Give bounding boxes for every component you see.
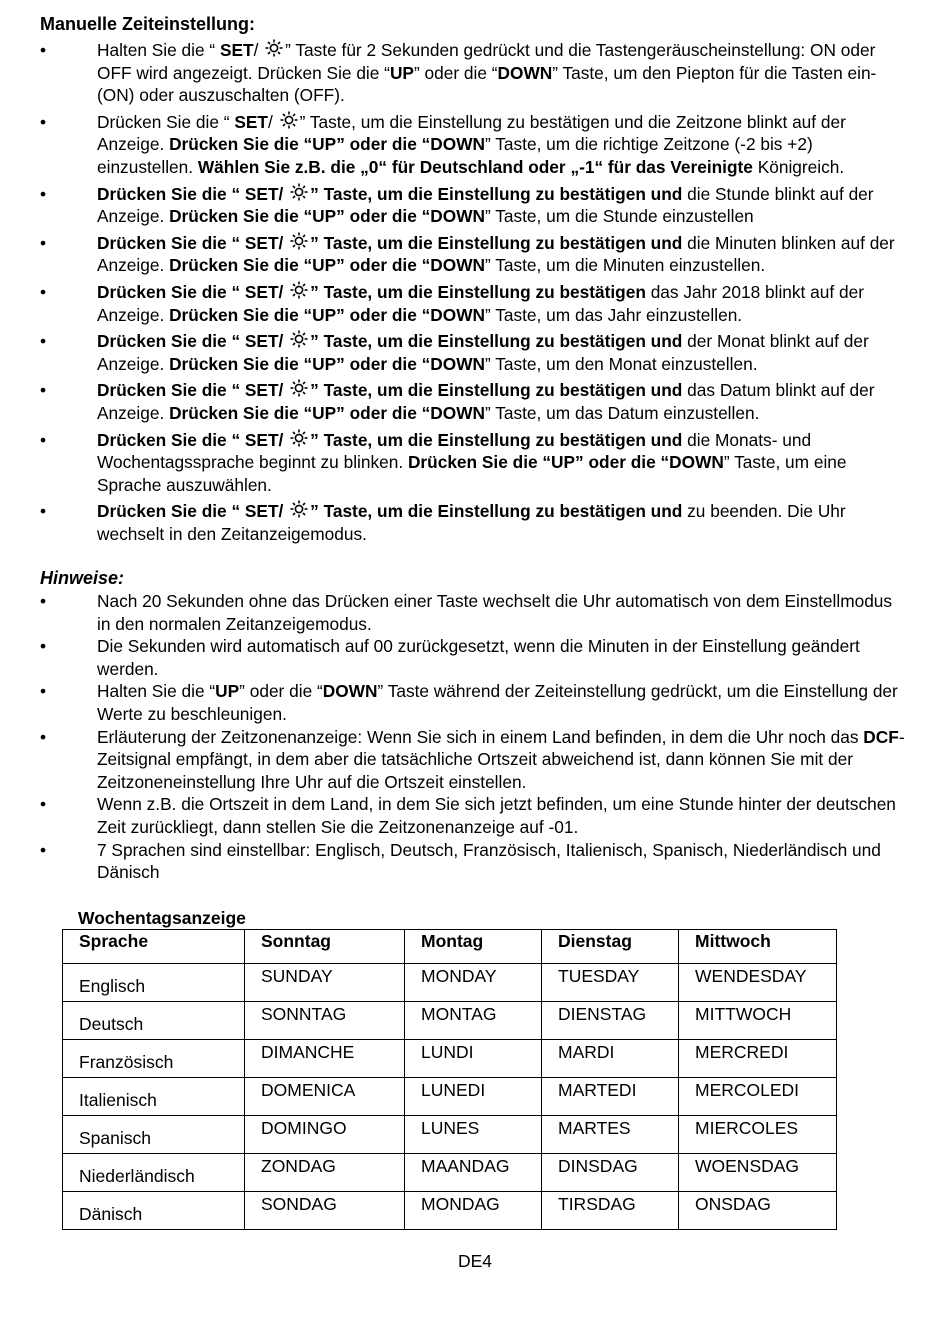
text-run: ” Taste, um den Monat einzustellen. bbox=[485, 353, 758, 374]
note-item bbox=[40, 635, 910, 680]
bullet-marker: • bbox=[40, 726, 47, 747]
table-row bbox=[63, 1192, 837, 1230]
weekday-cell: TUESDAY bbox=[542, 964, 679, 1002]
bullet-marker: • bbox=[40, 40, 47, 60]
language-cell: Italienisch bbox=[63, 1078, 245, 1116]
weekday-cell: SUNDAY bbox=[245, 964, 405, 1002]
text-run: die Minuten blinken auf der Anzeige. bbox=[97, 232, 895, 276]
text-run: die Stunde blinkt auf der Anzeige. bbox=[97, 183, 874, 227]
step-item bbox=[40, 429, 910, 497]
text-run: Drücken Sie die “ bbox=[169, 134, 313, 155]
language-cell: Deutsch bbox=[63, 1002, 245, 1040]
weekday-cell: MARTES bbox=[542, 1116, 679, 1154]
sun-icon bbox=[265, 39, 283, 57]
weekday-cell: MARTEDI bbox=[542, 1078, 679, 1116]
text-run: das Datum blinkt auf der Anzeige. bbox=[97, 380, 875, 423]
text-run: ” Taste, um die Einstellung zu bestätigen und bbox=[310, 232, 683, 253]
table-title: Wochentagsanzeige bbox=[78, 908, 246, 928]
weekday-cell: DOMINGO bbox=[245, 1116, 405, 1154]
weekday-table bbox=[62, 929, 837, 1230]
bullet-marker: • bbox=[40, 380, 47, 401]
weekday-cell: MONDAY bbox=[405, 964, 542, 1002]
sun-icon bbox=[280, 111, 298, 129]
sun-icon bbox=[290, 232, 308, 250]
weekday-cell: MAANDAG bbox=[405, 1154, 542, 1192]
text-run: SET bbox=[234, 111, 268, 132]
sun-icon bbox=[290, 330, 308, 348]
text-run: ” oder die “ bbox=[336, 134, 431, 155]
notes-heading: Hinweise: bbox=[40, 568, 125, 588]
text-run: / bbox=[253, 40, 264, 60]
weekday-cell: DOMENICA bbox=[245, 1078, 405, 1116]
weekday-cell: SONDAG bbox=[245, 1192, 405, 1230]
text-run: DOWN bbox=[322, 681, 378, 702]
bullet-marker: • bbox=[40, 232, 47, 253]
bullet-marker: • bbox=[40, 591, 47, 611]
column-header: Sonntag bbox=[245, 930, 405, 964]
weekday-cell: SONNTAG bbox=[245, 1002, 405, 1040]
text-run: Halten Sie die “ bbox=[97, 40, 220, 60]
note-item bbox=[40, 839, 910, 884]
weekday-cell: WOENSDAG bbox=[679, 1154, 837, 1192]
weekday-cell: MONTAG bbox=[405, 1002, 542, 1040]
note-item bbox=[40, 680, 910, 725]
bullet-marker: • bbox=[40, 111, 47, 132]
language-cell: Englisch bbox=[63, 964, 245, 1002]
weekday-cell: DIENSTAG bbox=[542, 1002, 679, 1040]
text-run: UP bbox=[389, 62, 414, 83]
table-row bbox=[63, 1154, 837, 1192]
bullet-marker: • bbox=[40, 429, 47, 450]
text-run: ” Taste, um die Einstellung zu bestätigen und die Zeitzone blinkt auf der Anzeige. bbox=[97, 111, 846, 155]
steps-list bbox=[40, 39, 910, 549]
bullet-marker: • bbox=[40, 681, 47, 702]
text-run: Drücken Sie die “UP” oder die “DOWN bbox=[169, 304, 485, 325]
step-item bbox=[40, 330, 910, 375]
text-run: ” Taste, um die Einstellung zu bestätigen bbox=[310, 281, 646, 302]
text-run: Nach 20 Sekunden ohne das Drücken einer Taste wechselt die Uhr automatisch von dem Einstellmodus in den normalen Zeitanzeigemodus. bbox=[97, 591, 893, 634]
weekday-cell: TIRSDAG bbox=[542, 1192, 679, 1230]
text-run: Drücken Sie die “ SET/ bbox=[97, 281, 289, 302]
step-item bbox=[40, 379, 910, 424]
text-run: Königreich. bbox=[752, 156, 845, 177]
text-run: Drücken Sie die “ SET/ bbox=[97, 232, 289, 253]
sun-icon bbox=[290, 500, 308, 518]
language-cell: Französisch bbox=[63, 1040, 245, 1078]
text-run: ” Taste, um die Einstellung zu bestätigen und bbox=[310, 380, 683, 401]
table-row bbox=[63, 1078, 837, 1116]
text-run: -Zeitsignal empfängt, in dem aber die tatsächliche Ortszeit abweichend ist, dann können Sie mit der Zeitzoneneinstellung Ihre Uhr auf die Ortszeit einstellen. bbox=[97, 726, 905, 792]
table-body bbox=[63, 964, 837, 1230]
step-item bbox=[40, 111, 910, 179]
text-run: ” Taste, um die richtige Zeitzone (-2 bis +2) einzustellen. bbox=[97, 134, 813, 177]
weekday-cell: ONSDAG bbox=[679, 1192, 837, 1230]
bullet-marker: • bbox=[40, 636, 47, 657]
text-run: Drücken Sie die “UP” oder die “DOWN bbox=[169, 353, 485, 374]
text-run: Drücken Sie die “ SET/ bbox=[97, 501, 289, 522]
text-run: Drücken Sie die “ SET/ bbox=[97, 183, 289, 204]
sun-icon bbox=[290, 429, 308, 447]
text-run: / bbox=[267, 111, 278, 132]
text-run: ” Taste während der Zeiteinstellung gedrückt, um die Einstellung der Werte zu beschleunigen. bbox=[97, 681, 898, 724]
weekday-cell: MONDAG bbox=[405, 1192, 542, 1230]
text-run: ” Taste für 2 Sekunden gedrückt und die Tastengeräuscheinstellung: ON oder OFF wird angezeigt. Drücken Sie die “ bbox=[97, 40, 876, 83]
text-run: Wählen Sie z.B. die „0“ für Deutschland oder „-1“ für das Vereinigte bbox=[197, 156, 753, 177]
step-item bbox=[40, 281, 910, 326]
text-run: UP bbox=[312, 134, 337, 155]
table-row bbox=[63, 1002, 837, 1040]
weekday-cell: MIERCOLES bbox=[679, 1116, 837, 1154]
language-cell: Dänisch bbox=[63, 1192, 245, 1230]
bullet-marker: • bbox=[40, 794, 47, 815]
column-header: Mittwoch bbox=[679, 930, 837, 964]
text-run: 7 Sprachen sind einstellbar: Englisch, Deutsch, Französisch, Italienisch, Spanisch, Niederländisch und Dänisch bbox=[97, 839, 881, 883]
text-run: DCF bbox=[863, 726, 899, 747]
text-run: ” Taste, um die Einstellung zu bestätigen und bbox=[310, 501, 683, 522]
text-run: Die Sekunden wird automatisch auf 00 zurückgesetzt, wenn die Minuten in der Einstellung geändert werden. bbox=[97, 636, 860, 679]
table-row bbox=[63, 1116, 837, 1154]
section-heading: Manuelle Zeiteinstellung: bbox=[40, 14, 256, 34]
sun-icon bbox=[290, 281, 308, 299]
weekday-cell: MERCOLEDI bbox=[679, 1078, 837, 1116]
step-item bbox=[40, 39, 910, 107]
weekday-cell: MERCREDI bbox=[679, 1040, 837, 1078]
text-run: UP bbox=[215, 681, 240, 702]
table-row bbox=[63, 964, 837, 1002]
text-run: ” Taste, um den Piepton für die Tasten ein- (ON) oder auszuschalten (OFF). bbox=[97, 62, 877, 106]
text-run: ” Taste, um das Jahr einzustellen. bbox=[485, 304, 743, 325]
text-run: Drücken Sie die “UP” oder die “DOWN bbox=[407, 452, 724, 473]
text-run: Erläuterung der Zeitzonenanzeige: Wenn Sie sich in einem Land befinden, in dem die Uhr noch das bbox=[97, 726, 864, 747]
language-cell: Spanisch bbox=[63, 1116, 245, 1154]
table-header-row bbox=[63, 930, 837, 964]
text-run: ” Taste, um die Einstellung zu bestätigen und bbox=[310, 429, 683, 450]
text-run: der Monat blinkt auf der Anzeige. bbox=[97, 331, 869, 374]
sun-icon bbox=[290, 379, 308, 397]
text-run: ” Taste, um das Datum einzustellen. bbox=[485, 402, 760, 423]
column-header: Dienstag bbox=[542, 930, 679, 964]
note-item bbox=[40, 726, 910, 794]
text-run: zu beenden. Die Uhr wechselt in den Zeitanzeigemodus. bbox=[97, 501, 846, 544]
weekday-cell: LUNEDI bbox=[405, 1078, 542, 1116]
weekday-cell: ZONDAG bbox=[245, 1154, 405, 1192]
weekday-cell: LUNES bbox=[405, 1116, 542, 1154]
language-cell: Niederländisch bbox=[63, 1154, 245, 1192]
sun-icon bbox=[290, 183, 308, 201]
bullet-marker: • bbox=[40, 839, 47, 860]
text-run: Halten Sie die “ bbox=[97, 681, 216, 702]
text-run: Drücken Sie die “UP” oder die “DOWN bbox=[169, 402, 485, 423]
weekday-cell: WENDESDAY bbox=[679, 964, 837, 1002]
text-run: die Monats- und Wochentagssprache beginnt zu blinken. bbox=[97, 429, 812, 473]
bullet-marker: • bbox=[40, 501, 47, 522]
note-item bbox=[40, 590, 910, 635]
text-run: Drücken Sie die “UP” oder die “DOWN bbox=[169, 206, 485, 227]
weekday-cell: MARDI bbox=[542, 1040, 679, 1078]
text-run: das Jahr 2018 blinkt auf der Anzeige. bbox=[97, 281, 864, 325]
text-run: Drücken Sie die “ SET/ bbox=[97, 380, 289, 401]
text-run: ” oder die “ bbox=[413, 62, 498, 83]
step-item bbox=[40, 232, 910, 277]
text-run: SET bbox=[219, 40, 254, 60]
bullet-marker: • bbox=[40, 281, 47, 302]
weekday-cell: LUNDI bbox=[405, 1040, 542, 1078]
text-run: ” Taste, um die Stunde einzustellen bbox=[485, 206, 754, 227]
step-item bbox=[40, 183, 910, 228]
table-row bbox=[63, 1040, 837, 1078]
text-run: ” Taste, um die Minuten einzustellen. bbox=[485, 255, 766, 276]
bullet-marker: • bbox=[40, 331, 47, 352]
text-run: Wenn z.B. die Ortszeit in dem Land, in dem Sie sich jetzt befinden, um eine Stunde hinter der deutschen Zeit zurückliegt, dann stellen Sie die Zeitzonenanzeige auf -01. bbox=[97, 794, 896, 837]
text-run: ” Taste, um die Einstellung zu bestätigen und bbox=[310, 331, 683, 352]
weekday-cell: MITTWOCH bbox=[679, 1002, 837, 1040]
text-run: ” oder die “ bbox=[239, 681, 323, 702]
step-item bbox=[40, 500, 910, 545]
text-run: ” Taste, um eine Sprache auszuwählen. bbox=[97, 452, 847, 495]
text-run: DOWN bbox=[497, 62, 553, 83]
weekday-cell: DINSDAG bbox=[542, 1154, 679, 1192]
column-header: Montag bbox=[405, 930, 542, 964]
text-run: ” Taste, um die Einstellung zu bestätigen und bbox=[310, 183, 683, 204]
text-run: Drücken Sie die “ bbox=[97, 111, 235, 132]
text-run: Drücken Sie die “ SET/ bbox=[97, 331, 289, 352]
text-run: DOWN bbox=[430, 134, 486, 155]
notes-list bbox=[40, 590, 910, 884]
note-item bbox=[40, 793, 910, 838]
text-run: Drücken Sie die “ SET/ bbox=[97, 429, 289, 450]
column-header: Sprache bbox=[63, 930, 245, 964]
bullet-marker: • bbox=[40, 183, 47, 204]
weekday-cell: DIMANCHE bbox=[245, 1040, 405, 1078]
page-number: DE4 bbox=[457, 1251, 493, 1271]
text-run: Drücken Sie die “UP” oder die “DOWN bbox=[169, 255, 485, 276]
